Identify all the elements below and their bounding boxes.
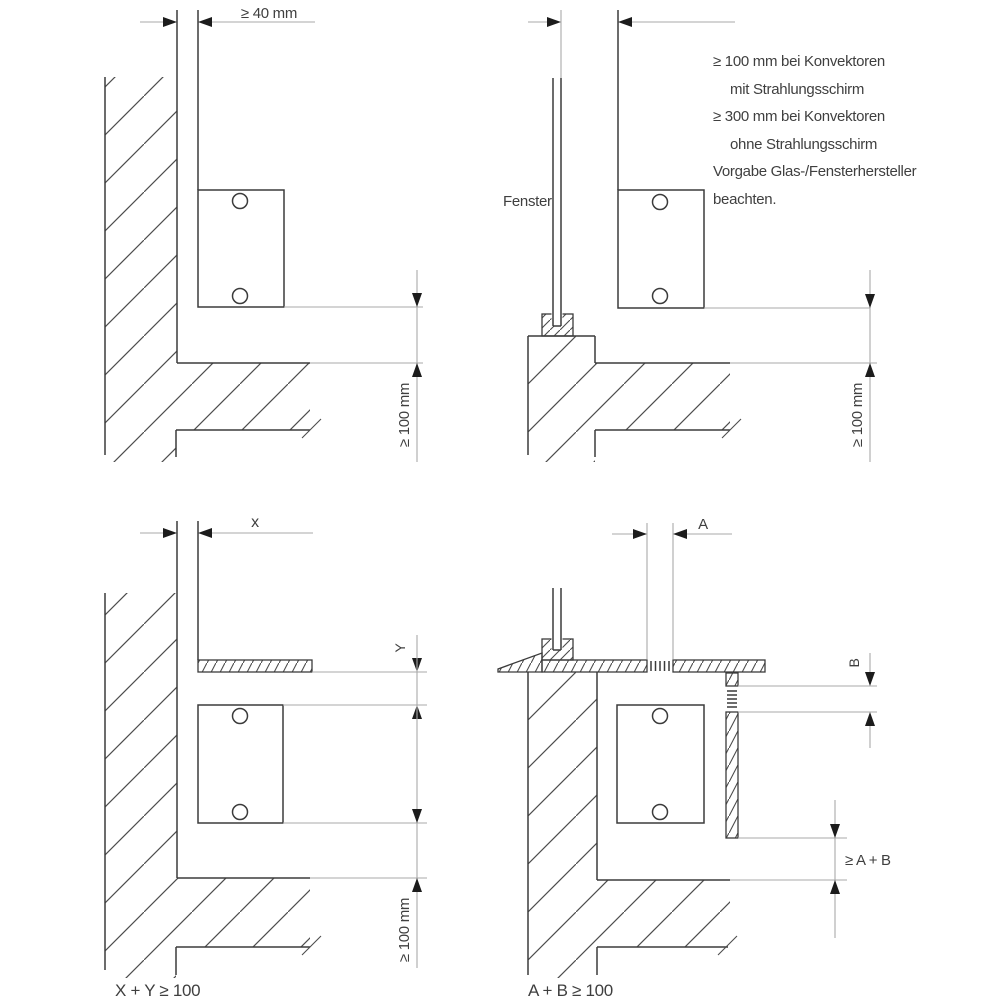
arrowhead-up xyxy=(412,363,422,377)
dimension-label-window-gap: A xyxy=(698,516,708,533)
arrowhead-right xyxy=(547,17,561,27)
dimension-label-floor-gap: ≥ 100 mm xyxy=(849,382,866,448)
dimension-label-wall-gap: ≥ 40 mm xyxy=(240,5,298,22)
note-line-6: beachten. xyxy=(713,191,777,208)
pipe-connection-top xyxy=(233,709,248,724)
arrowhead-up xyxy=(830,880,840,894)
dimension-label-clearance: ≥ A + B xyxy=(845,852,891,869)
arrowhead-left xyxy=(198,17,212,27)
note-line-1: ≥ 100 mm bei Konvektoren xyxy=(713,53,885,70)
window-frame xyxy=(542,638,573,660)
sill-plate-left xyxy=(542,660,647,672)
note-line-5: Vorgabe Glas-/Fensterhersteller xyxy=(713,163,917,180)
convector xyxy=(617,705,704,823)
diagram-top-right-window-mounting xyxy=(503,10,917,462)
dimension-label-shield-gap: B xyxy=(846,658,862,668)
note-line-2: mit Strahlungsschirm xyxy=(730,81,865,98)
window-frame xyxy=(542,313,573,336)
arrowhead-down xyxy=(865,672,875,686)
dimension-label-floor-gap: ≥ 100 mm xyxy=(396,897,413,963)
parapet-floor-section xyxy=(528,336,741,462)
pipe-connection-bottom xyxy=(233,805,248,820)
note-text xyxy=(713,53,917,208)
sill-plate-right xyxy=(673,660,765,672)
pipe-connection-top xyxy=(653,195,668,210)
pipe-connection-bottom xyxy=(653,289,668,304)
note-line-4: ohne Strahlungsschirm xyxy=(730,136,878,153)
shield-lower-panel xyxy=(726,712,738,838)
arrowhead-left xyxy=(673,529,687,539)
convector xyxy=(198,705,283,823)
arrowhead-down xyxy=(865,294,875,308)
window-glass xyxy=(553,78,561,326)
dimension-window-gap xyxy=(612,516,732,659)
diagram-bottom-right-shield-mounting xyxy=(498,516,891,1000)
outer-sill-wedge xyxy=(498,653,542,672)
arrowhead-down xyxy=(830,824,840,838)
note-line-3: ≥ 300 mm bei Konvektoren xyxy=(713,108,885,125)
pipe-connection-top xyxy=(653,709,668,724)
shelf-board xyxy=(198,660,312,672)
arrowhead-left xyxy=(618,17,632,27)
dimension-label-shelf-gap: Y xyxy=(392,643,408,653)
convector xyxy=(198,190,284,307)
pipe-connection-top xyxy=(233,194,248,209)
radiation-shield xyxy=(726,673,738,838)
sill-air-gap-grille xyxy=(651,661,669,671)
diagram-top-left-wall-mounting xyxy=(105,5,423,462)
shield-upper-strip xyxy=(726,673,738,686)
arrowhead-right xyxy=(633,529,647,539)
pipe-connection-bottom xyxy=(653,805,668,820)
dimension-clearance xyxy=(730,800,891,938)
dimension-label-floor-gap: ≥ 100 mm xyxy=(396,382,413,448)
arrowhead-up xyxy=(865,712,875,726)
arrowhead-down xyxy=(412,293,422,307)
arrowhead-right xyxy=(163,17,177,27)
arrowhead-up xyxy=(412,878,422,892)
arrowhead-up xyxy=(865,363,875,377)
diagram-bottom-left-shelf-mounting xyxy=(105,514,427,1000)
dimension-shelf-gap xyxy=(283,643,427,719)
convector xyxy=(618,190,704,308)
dimension-label-wall-gap: x xyxy=(251,514,259,531)
arrowhead-right xyxy=(163,528,177,538)
dimension-wall-gap xyxy=(140,5,315,27)
window-label: Fenster xyxy=(503,193,552,210)
shield-air-gap-grille xyxy=(727,691,737,707)
dimension-wall-gap xyxy=(140,514,313,538)
arrowhead-left xyxy=(198,528,212,538)
arrowhead-down xyxy=(412,809,422,823)
caption-formula: A + B ≥ 100 xyxy=(528,981,613,1000)
pipe-connection-bottom xyxy=(233,289,248,304)
dimension-window-gap xyxy=(528,17,735,27)
caption-formula: X + Y ≥ 100 xyxy=(115,981,201,1000)
window-sill-assembly xyxy=(498,653,765,672)
